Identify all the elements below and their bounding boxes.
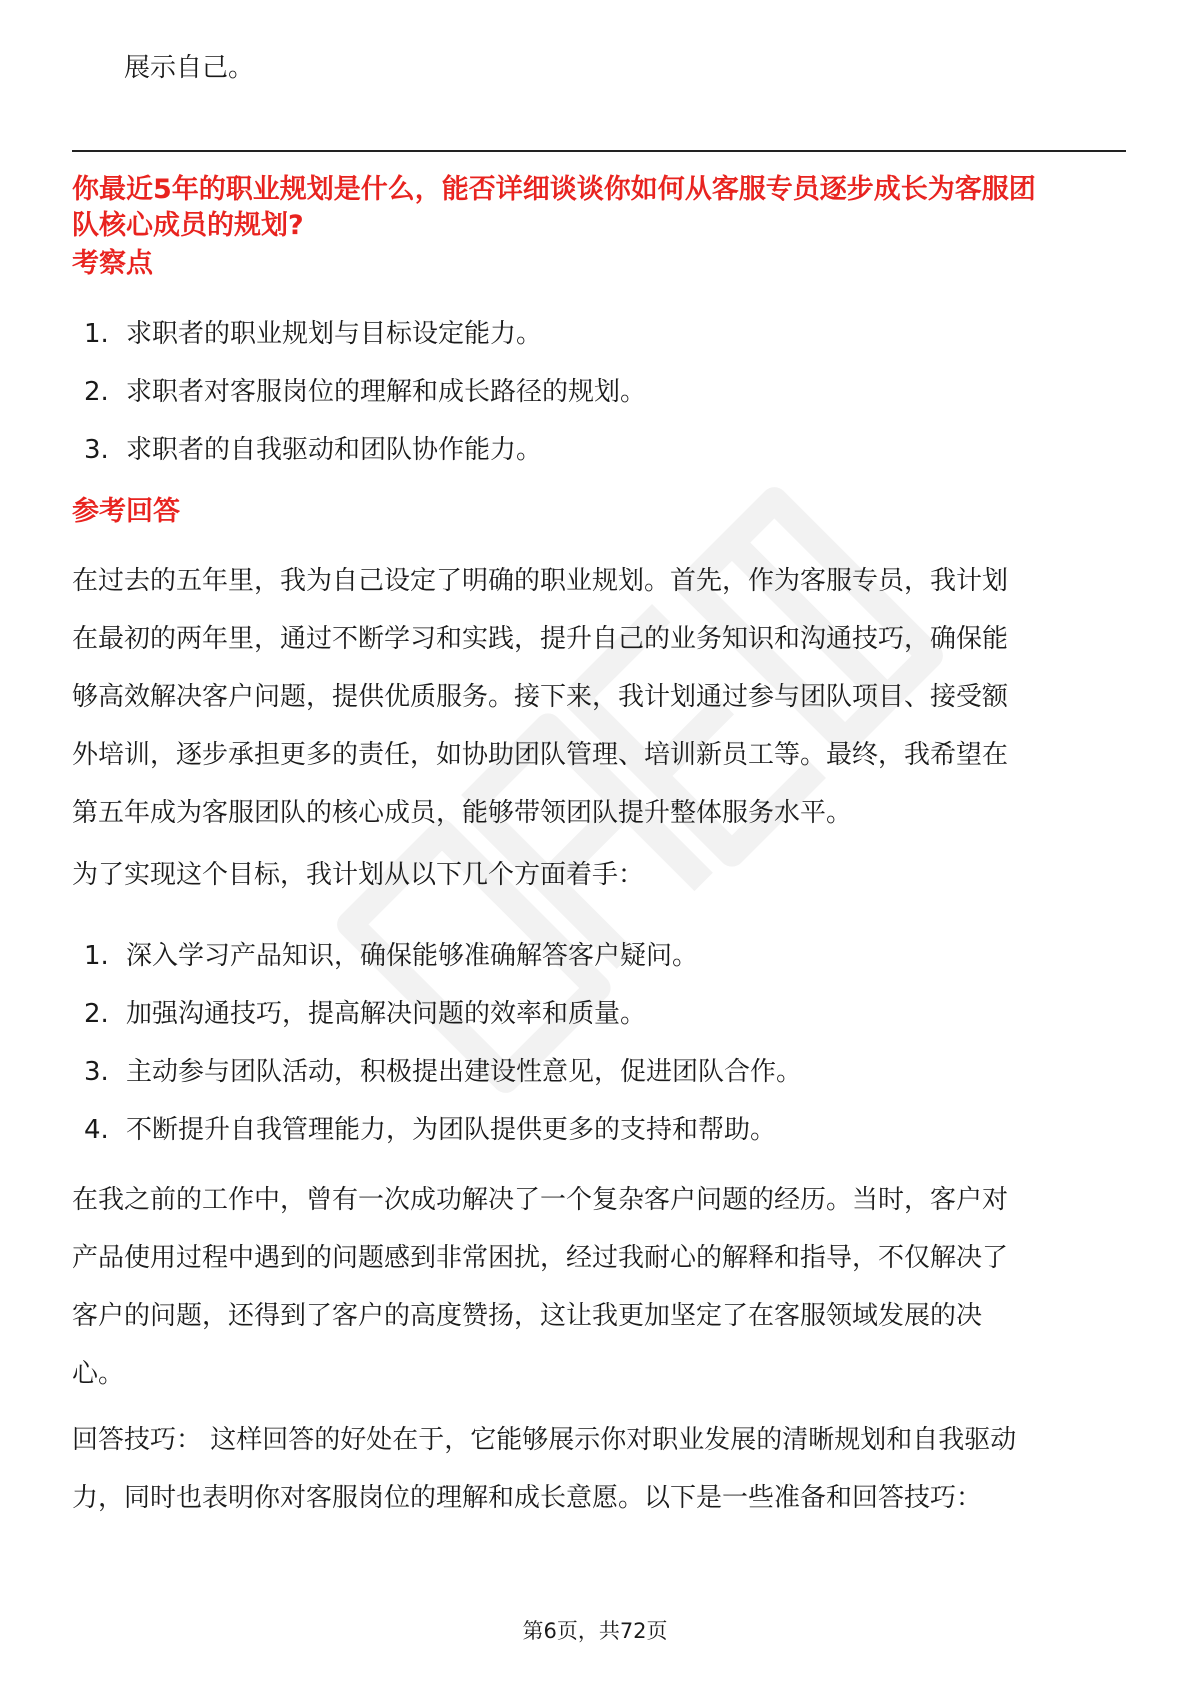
paragraph-line: 心。 (72, 1359, 125, 1389)
answer-paragraph-1 (72, 565, 1132, 855)
examine-heading: 考察点 (72, 248, 153, 279)
list-item-text: 求职者的自我驱动和团队协作能力。 (126, 435, 543, 465)
list-item-text: 主动参与团队活动，积极提出建设性意见，促进团队合作。 (126, 1057, 803, 1087)
answer-paragraph-3 (72, 1184, 1132, 1416)
list-item-number: 2. (84, 377, 109, 407)
examine-list (84, 318, 646, 492)
paragraph-line: 在过去的五年里，我为自己设定了明确的职业规划。首先，作为客服专员，我计划 (72, 566, 1009, 596)
list-item-number: 3. (84, 435, 109, 465)
paragraph-line: 回答技巧： 这样回答的好处在于，它能够展示你对职业发展的清晰规划和自我驱动 (72, 1425, 1017, 1455)
answer-heading: 参考回答 (72, 496, 180, 527)
paragraph-line: 力，同时也表明你对客服岗位的理解和成长意愿。以下是一些准备和回答技巧： (72, 1483, 983, 1513)
answer-tips (72, 1424, 1132, 1540)
paragraph-line: 在最初的两年里，通过不断学习和实践，提升自己的业务知识和沟通技巧，确保能 (72, 624, 1009, 654)
section-divider (72, 150, 1126, 152)
list-item-number: 3. (84, 1057, 109, 1087)
list-item (84, 1056, 802, 1114)
list-item-number: 1. (84, 319, 109, 349)
list-item-text: 不断提升自我管理能力，为团队提供更多的支持和帮助。 (126, 1115, 777, 1145)
list-item-text: 求职者的职业规划与目标设定能力。 (126, 319, 543, 349)
question-line: 你最近5年的职业规划是什么，能否详细谈谈你如何从客服专员逐步成长为客服团 (72, 174, 1036, 205)
paragraph-line: 第五年成为客服团队的核心成员，能够带领团队提升整体服务水平。 (72, 798, 853, 828)
intro-line: 展示自己。 (124, 53, 255, 83)
list-item-number: 2. (84, 999, 109, 1029)
list-item-text: 加强沟通技巧，提高解决问题的效率和质量。 (126, 999, 647, 1029)
list-item (84, 998, 802, 1056)
paragraph-line: 外培训，逐步承担更多的责任，如协助团队管理、培训新员工等。最终，我希望在 (72, 740, 1009, 770)
list-item (84, 1114, 802, 1172)
question-title (72, 172, 1132, 244)
list-item-number: 4. (84, 1115, 109, 1145)
answer-paragraph-2 (72, 859, 1132, 917)
list-item (84, 376, 646, 434)
page-number: 第6页，共72页 (522, 1619, 668, 1643)
plan-list (84, 940, 802, 1172)
paragraph-line: 在我之前的工作中，曾有一次成功解决了一个复杂客户问题的经历。当时，客户对 (72, 1185, 1009, 1215)
list-item-text: 深入学习产品知识，确保能够准确解答客户疑问。 (126, 941, 699, 971)
list-item (84, 434, 646, 492)
list-item (84, 318, 646, 376)
paragraph-line: 产品使用过程中遇到的问题感到非常困扰，经过我耐心的解释和指导，不仅解决了 (72, 1243, 1009, 1273)
paragraph-line: 客户的问题，还得到了客户的高度赞扬，这让我更加坚定了在客服领域发展的决 (72, 1301, 983, 1331)
list-item-number: 1. (84, 941, 109, 971)
list-item (84, 940, 802, 998)
question-line: 队核心成员的规划? (72, 210, 304, 241)
list-item-text: 求职者对客服岗位的理解和成长路径的规划。 (126, 377, 647, 407)
paragraph-line: 够高效解决客户问题，提供优质服务。接下来，我计划通过参与团队项目、接受额 (72, 682, 1009, 712)
paragraph-line: 为了实现这个目标，我计划从以下几个方面着手： (72, 860, 645, 890)
